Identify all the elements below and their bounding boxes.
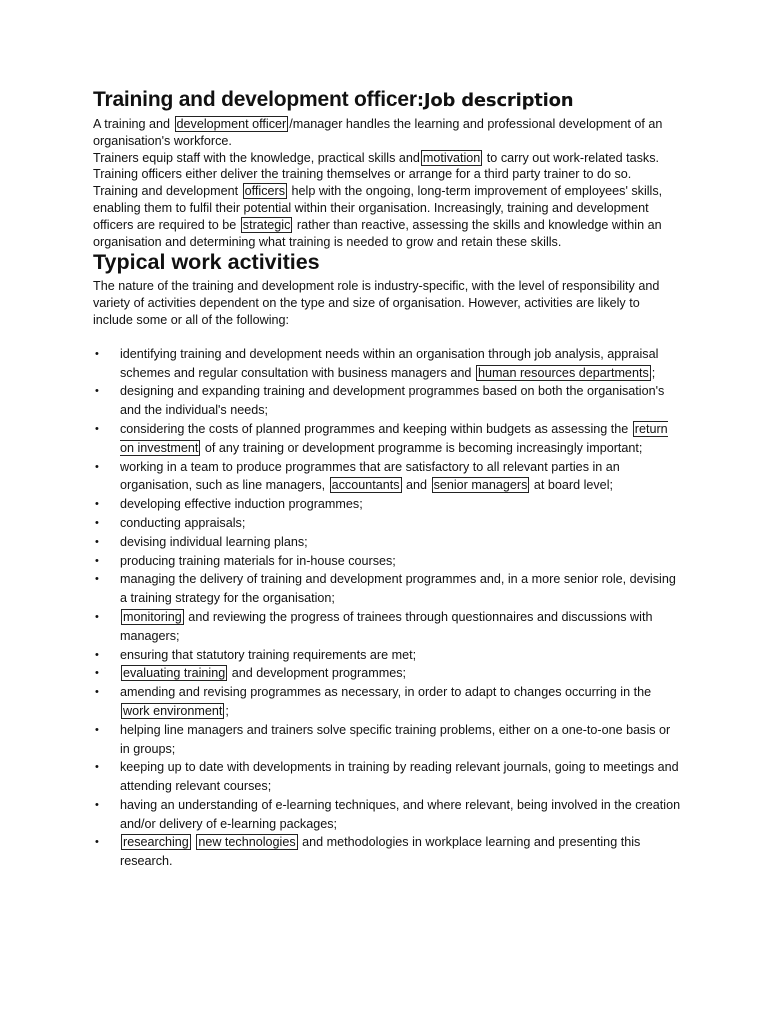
- link-officers[interactable]: officers: [244, 184, 286, 199]
- bullet-icon: •: [95, 761, 99, 774]
- text-segment: producing training materials for in-house courses;: [120, 553, 396, 568]
- section-heading: Typical work activities: [93, 250, 320, 275]
- text-segment: managing the delivery of training and development programmes and, in a more senior role, devising a training strategy for the organisation;: [120, 572, 676, 606]
- list-item: [93, 683, 683, 721]
- list-item: [93, 721, 683, 759]
- list-item: [93, 608, 683, 646]
- text-segment: and: [402, 478, 431, 493]
- bullet-icon: •: [95, 836, 99, 849]
- link-motivation[interactable]: motivation: [422, 150, 481, 165]
- bullet-icon: •: [95, 516, 99, 529]
- bullet-icon: •: [95, 667, 99, 680]
- intro-paragraph: [93, 183, 683, 250]
- text-segment: at board level;: [530, 478, 613, 493]
- activities-list: [93, 345, 683, 871]
- text-segment: Trainers equip staff with the knowledge, practical skills and: [93, 150, 420, 165]
- text-segment: having an understanding of e-learning techniques, and where relevant, being involved in the creation and/or delivery of e-learning packages;: [120, 797, 681, 831]
- list-item: [93, 646, 683, 665]
- bullet-icon: •: [95, 422, 99, 435]
- list-item: [93, 420, 683, 458]
- list-item: [93, 458, 683, 496]
- text-segment: considering the costs of planned programmes and keeping within budgets as assessing the: [120, 421, 632, 436]
- link-senior-managers[interactable]: senior managers: [433, 478, 528, 493]
- link-return-on-investment[interactable]: return on investment: [120, 421, 668, 455]
- text-segment: devising individual learning plans;: [120, 534, 308, 549]
- list-item: [93, 514, 683, 533]
- section-intro: The nature of the training and development role is industry-specific, with the level of responsibility and variety of activities dependent on the type and size of organisation. However, activities are likely to include some or all of the following:: [93, 279, 660, 327]
- text-segment: keeping up to date with developments in training by reading relevant journals, going to meetings and attending relevant courses;: [120, 760, 679, 794]
- link-evaluating-training[interactable]: evaluating training: [123, 666, 226, 681]
- link-strategic[interactable]: strategic: [242, 217, 291, 232]
- document-body: [93, 86, 683, 871]
- text-segment: ;: [651, 365, 656, 380]
- text-segment: Training and development: [93, 184, 242, 199]
- intro-paragraph: [93, 150, 683, 184]
- intro-paragraph: [93, 116, 683, 150]
- list-item: [93, 796, 683, 834]
- list-item: [93, 758, 683, 796]
- link-accountants[interactable]: accountants: [331, 478, 400, 493]
- bullet-icon: •: [95, 535, 99, 548]
- list-item: [93, 533, 683, 552]
- text-segment: rather than reactive, assessing the skills and knowledge within an organisation and determining what training is needed to grow and retain these skills.: [93, 217, 662, 249]
- link-researching[interactable]: researching: [123, 835, 189, 850]
- bullet-icon: •: [95, 798, 99, 811]
- text-segment: working in a team to produce programmes that are satisfactory to all relevant parties in an organisation, such as line managers,: [120, 459, 620, 493]
- bullet-icon: •: [95, 686, 99, 699]
- text-segment: of any training or development programme is becoming increasingly important;: [201, 440, 643, 455]
- list-item: [93, 833, 683, 871]
- list-item: [93, 495, 683, 514]
- title-main: Training and development officer: [93, 88, 417, 111]
- list-item: [93, 570, 683, 608]
- text-segment: and methodologies in workplace learning and presenting this research.: [120, 835, 641, 869]
- bullet-icon: •: [95, 347, 99, 360]
- link-development-officer[interactable]: development officer: [176, 117, 287, 131]
- link-new-technologies[interactable]: new technologies: [198, 835, 296, 850]
- link-monitoring[interactable]: monitoring: [123, 609, 182, 624]
- text-segment: ;: [225, 703, 229, 718]
- title-suffix: :Job description: [416, 90, 574, 111]
- link-work-environment[interactable]: work environment: [123, 703, 223, 718]
- bullet-icon: •: [95, 554, 99, 567]
- text-segment: ensuring that statutory training requirements are met;: [120, 647, 417, 662]
- list-item: [93, 382, 683, 420]
- text-segment: to carry out work-related tasks. Training officers either deliver the training themselves or arrange for a third party trainer to do so.: [93, 150, 659, 182]
- list-item: [93, 552, 683, 571]
- text-segment: /manager handles the learning and professional development of an organisation's workforce.: [93, 117, 663, 148]
- text-segment: identifying training and development needs within an organisation through job analysis, appraisal schemes and regular consultation with business managers and: [120, 346, 659, 380]
- text-segment: A training and: [93, 117, 174, 131]
- text-segment: developing effective induction programmes;: [120, 497, 363, 512]
- bullet-icon: •: [95, 723, 99, 736]
- text-segment: helping line managers and trainers solve specific training problems, either on a one-to-one basis or in groups;: [120, 722, 671, 756]
- text-segment: conducting appraisals;: [120, 515, 246, 530]
- intro-section: [93, 116, 683, 250]
- list-item: [93, 664, 683, 683]
- bullet-icon: •: [95, 498, 99, 511]
- page-title: [93, 86, 683, 114]
- text-segment: designing and expanding training and development programmes based on both the organisation's and the individual's needs;: [120, 384, 665, 418]
- list-item: [93, 345, 683, 383]
- text-segment: and reviewing the progress of trainees through questionnaires and discussions with managers;: [120, 609, 653, 643]
- bullet-icon: •: [95, 648, 99, 661]
- text-segment: [192, 835, 196, 849]
- text-segment: help with the ongoing, long-term improvement of employees' skills, enabling them to fulfil their potential within their organisation. Increasingly, training and development officers are required to be: [93, 184, 663, 232]
- bullet-icon: •: [95, 460, 99, 473]
- bullet-icon: •: [95, 573, 99, 586]
- bullet-icon: •: [95, 610, 99, 623]
- link-human-resources-departments[interactable]: human resources departments: [477, 365, 649, 380]
- text-segment: and development programmes;: [228, 666, 407, 681]
- text-segment: amending and revising programmes as necessary, in order to adapt to changes occurring in the: [120, 685, 652, 700]
- bullet-icon: •: [95, 385, 99, 398]
